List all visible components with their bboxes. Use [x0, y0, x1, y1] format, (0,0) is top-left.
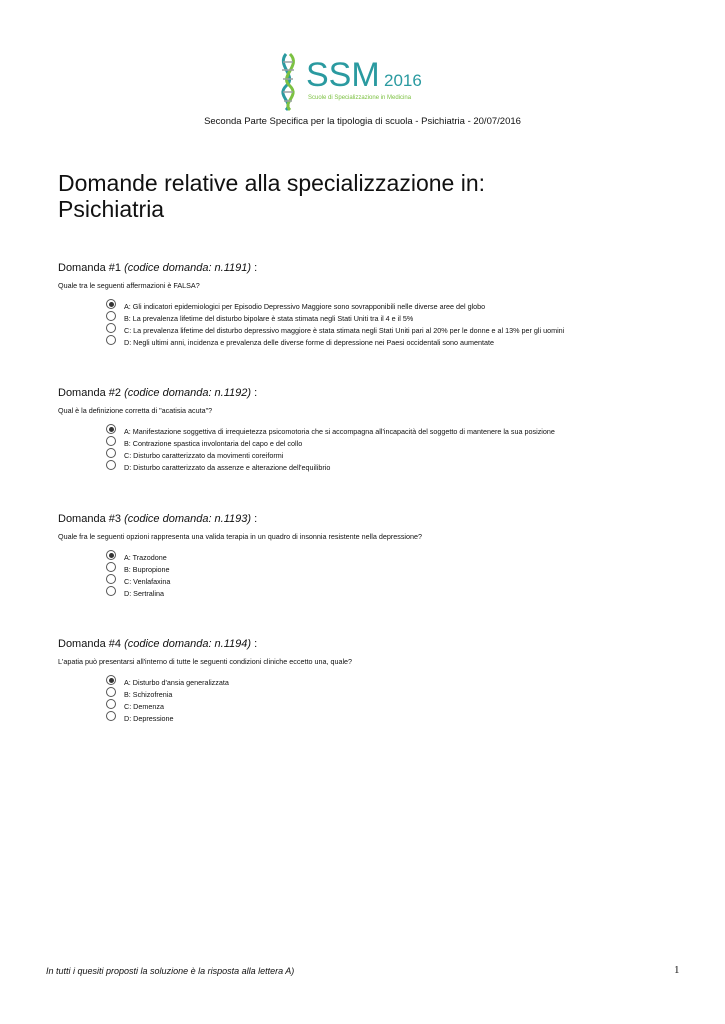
dna-helix-icon [282, 54, 294, 110]
question-3 [58, 512, 678, 600]
option-label: B: Schizofrenia [124, 690, 173, 699]
option-label: A: Gli indicatori epidemiologici per Episodio Depressivo Maggiore sono sovrapponibili nelle diverse aree del globo [124, 302, 486, 311]
ssm-2016-logo [272, 50, 462, 112]
option-b[interactable] [106, 689, 678, 701]
radio-unchecked-icon[interactable] [106, 448, 116, 458]
option-label: A: Manifestazione soggettiva di irrequietezza psicomotoria che si accompagna all'incapacità del soggetto di mantenere la sua posizione [124, 427, 555, 436]
radio-unchecked-icon[interactable] [106, 711, 116, 721]
option-d[interactable] [106, 462, 678, 474]
option-label: D: Disturbo caratterizzato da assenze e alterazione dell'equilibrio [124, 463, 331, 472]
option-label: C: Demenza [124, 702, 164, 711]
question-4 [58, 637, 678, 725]
logo-year-text: 2016 [384, 71, 422, 90]
logo-graphic [272, 50, 462, 112]
radio-checked-icon[interactable] [106, 675, 116, 685]
option-b[interactable] [106, 438, 678, 450]
radio-unchecked-icon[interactable] [106, 699, 116, 709]
question-label: Domanda #2 [58, 387, 121, 399]
option-a[interactable] [106, 426, 678, 438]
option-a[interactable] [106, 552, 678, 564]
option-c[interactable] [106, 450, 678, 462]
option-label: D: Negli ultimi anni, incidenza e prevalenza delle diverse forme di depressione nei Paesi occidentali sono aumentate [124, 338, 494, 347]
radio-unchecked-icon[interactable] [106, 311, 116, 321]
question-header [58, 386, 678, 400]
question-colon: : [254, 387, 258, 399]
option-c[interactable] [106, 701, 678, 713]
footer-note: In tutti i quesiti proposti la soluzione è la risposta alla lettera A) [46, 966, 295, 976]
question-colon: : [254, 638, 258, 650]
page-title [58, 170, 678, 222]
option-label: B: Contrazione spastica involontaria del capo e del collo [124, 439, 303, 448]
radio-unchecked-icon[interactable] [106, 562, 116, 572]
page-number: 1 [674, 964, 680, 976]
radio-checked-icon[interactable] [106, 299, 116, 309]
option-d[interactable] [106, 337, 678, 349]
question-text: L'apatia può presentarsi all'interno di tutte le seguenti condizioni cliniche eccetto una, quale? [58, 657, 353, 666]
radio-unchecked-icon[interactable] [106, 687, 116, 697]
option-label: B: Bupropione [124, 565, 170, 574]
option-label: B: La prevalenza lifetime del disturbo bipolare è stata stimata negli Stati Uniti tra il 4 e il 5% [124, 314, 414, 323]
option-label: A: Trazodone [124, 553, 167, 562]
option-d[interactable] [106, 588, 678, 600]
radio-unchecked-icon[interactable] [106, 436, 116, 446]
question-2 [58, 386, 678, 474]
logo-main-text: SSM [306, 56, 380, 94]
question-code: (codice domanda: n.1193) [124, 513, 252, 525]
question-colon: : [254, 513, 258, 525]
question-header [58, 512, 678, 526]
radio-unchecked-icon[interactable] [106, 335, 116, 345]
question-1 [58, 261, 678, 349]
option-c[interactable] [106, 325, 678, 337]
question-code: (codice domanda: n.1192) [124, 387, 252, 399]
question-colon: : [254, 262, 258, 274]
option-d[interactable] [106, 713, 678, 725]
question-label: Domanda #1 [58, 262, 121, 274]
question-text: Quale fra le seguenti opzioni rappresenta una valida terapia in un quadro di insonnia resistente nella depressione? [58, 532, 423, 541]
option-label: C: Venlafaxina [124, 577, 171, 586]
answer-options [106, 301, 678, 349]
radio-unchecked-icon[interactable] [106, 586, 116, 596]
question-code: (codice domanda: n.1194) [124, 638, 252, 650]
question-code: (codice domanda: n.1191) [124, 262, 252, 274]
option-label: A: Disturbo d'ansia generalizzata [124, 678, 229, 687]
answer-options [106, 552, 678, 600]
answer-options [106, 426, 678, 474]
page-title-line2: Psichiatria [58, 196, 165, 222]
option-label: D: Depressione [124, 714, 174, 723]
option-a[interactable] [106, 677, 678, 689]
radio-unchecked-icon[interactable] [106, 323, 116, 333]
answer-options [106, 677, 678, 725]
option-a[interactable] [106, 301, 678, 313]
radio-checked-icon[interactable] [106, 424, 116, 434]
option-b[interactable] [106, 313, 678, 325]
question-header [58, 261, 678, 275]
option-label: C: Disturbo caratterizzato da movimenti coreiformi [124, 451, 284, 460]
option-label: D: Sertralina [124, 589, 164, 598]
option-b[interactable] [106, 564, 678, 576]
radio-unchecked-icon[interactable] [106, 460, 116, 470]
document-subtitle: Seconda Parte Specifica per la tipologia di scuola - Psichiatria - 20/07/2016 [204, 116, 521, 127]
question-label: Domanda #4 [58, 638, 121, 650]
question-text: Qual è la definizione corretta di "acatisia acuta"? [58, 406, 213, 415]
option-label: C: La prevalenza lifetime del disturbo depressivo maggiore è stata stimata negli Stati Uniti pari al 20% per le donne e al 13% per gli uomini [124, 326, 565, 335]
question-header [58, 637, 678, 651]
radio-unchecked-icon[interactable] [106, 574, 116, 584]
radio-checked-icon[interactable] [106, 550, 116, 560]
page-title-line1: Domande relative alla specializzazione in: [58, 170, 486, 196]
question-text: Quale tra le seguenti affermazioni è FALSA? [58, 281, 200, 290]
option-c[interactable] [106, 576, 678, 588]
logo-tagline: Scuole di Specializzazione in Medicina [308, 95, 412, 101]
question-label: Domanda #3 [58, 513, 121, 525]
